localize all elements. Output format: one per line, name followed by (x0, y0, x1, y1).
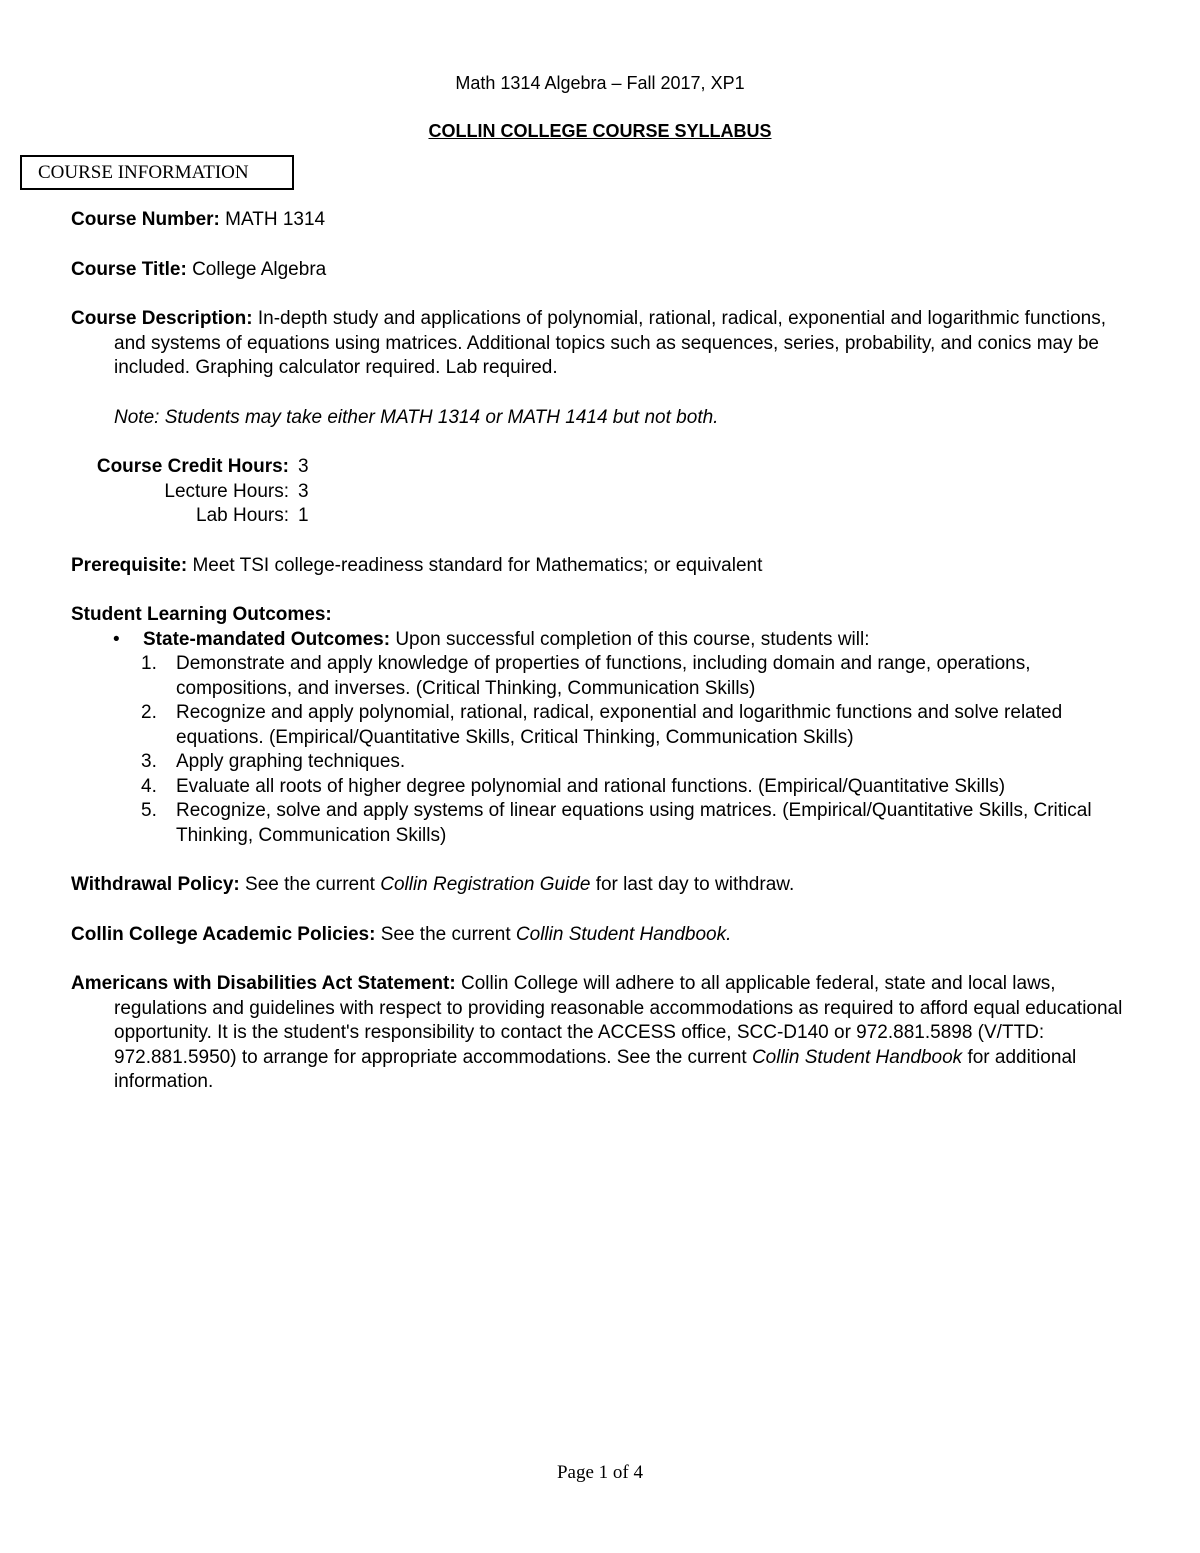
outcome-number: 3. (141, 751, 157, 772)
outcome-text: Demonstrate and apply knowledge of properties of functions, including domain and range, operations, compositions, and inverses. (Critical Thinking, Communication Skills) (176, 653, 1031, 699)
syllabus-content (71, 208, 1131, 1120)
academic-policies-pre: See the current (380, 923, 511, 945)
registration-guide-title: Collin Registration Guide (380, 874, 591, 895)
withdrawal-policy (71, 873, 1131, 898)
prerequisite (71, 554, 1131, 579)
course-description-label: Course Description: (71, 308, 253, 329)
outcome-number: 2. (141, 702, 157, 723)
outcome-item (71, 775, 1131, 800)
ada-handbook-title: Collin Student Handbook (751, 1046, 963, 1068)
course-description (71, 307, 1131, 381)
prerequisite-label: Prerequisite: (71, 554, 188, 576)
withdrawal-post: for last day to withdraw. (595, 874, 795, 895)
credit-hours-value: 3 (298, 456, 309, 477)
outcome-number: 5. (141, 800, 157, 821)
state-outcomes-label: State-mandated Outcomes: (143, 628, 391, 650)
outcome-text: Recognize and apply polynomial, rational, radical, exponential and logarithmic functions and solve related equations. (Empirical/Quantitative Skills, Critical Thinking, Communication Skills) (176, 702, 1063, 748)
withdrawal-label: Withdrawal Policy: (71, 874, 240, 895)
lab-hours-value: 1 (298, 505, 309, 526)
course-note: Note: Students may take either MATH 1314 or MATH 1414 but not both. (114, 406, 719, 428)
lecture-hours-value: 3 (298, 480, 309, 502)
course-header-line: Math 1314 Algebra – Fall 2017, XP1 (455, 73, 745, 93)
outcome-text: Evaluate all roots of higher degree polynomial and rational functions. (Empirical/Quantitative Skills) (176, 775, 1006, 797)
state-outcomes-text: Upon successful completion of this course, students will: (395, 628, 870, 650)
student-handbook-title: Collin Student Handbook. (515, 923, 732, 945)
course-number-value: MATH 1314 (225, 209, 326, 230)
slo-heading: Student Learning Outcomes: (71, 604, 332, 625)
course-number-label: Course Number: (71, 209, 220, 230)
course-number (71, 208, 1131, 233)
outcome-number: 1. (141, 653, 157, 674)
academic-policies (71, 923, 1131, 948)
lab-hours-row (71, 504, 309, 529)
lecture-hours-label: Lecture Hours: (164, 480, 289, 502)
outcome-number: 4. (141, 775, 157, 797)
document-title: COLLIN COLLEGE COURSE SYLLABUS (428, 121, 772, 141)
ada-text: Collin College will adhere to all applicable federal, state and local laws, regulations and guidelines with respect to providing reasonable accommodations as required to afford equal educational opportunity. It is the student's responsibility to contact the ACCESS office, SCC-D140 or 972.881.5898 (V/TTD: 972.881.5950) to arrange for appropriate accommodations. See the current (114, 973, 1123, 1068)
ada-post: for additional information. (114, 1046, 1077, 1092)
course-title-label: Course Title: (71, 258, 187, 280)
bullet-icon: • (113, 628, 120, 650)
lecture-hours-row (71, 480, 309, 505)
outcome-text: Recognize, solve and apply systems of linear equations using matrices. (Empirical/Quantitative Skills, Critical Thinking, Communication Skills) (176, 800, 1092, 846)
ada-label: Americans with Disabilities Act Statement: (71, 973, 456, 994)
section-heading-box: COURSE INFORMATION (20, 155, 294, 190)
outcome-item (71, 701, 1131, 750)
outcome-item (71, 750, 1131, 775)
ada-statement (71, 972, 1131, 1095)
course-description-text: In-depth study and applications of polynomial, rational, radical, exponential and logarithmic functions, and systems of equations using matrices. Additional topics such as sequences, series, probability, and conics may be included. Graphing calculator required. Lab required. (114, 308, 1106, 378)
course-title (71, 258, 1131, 283)
withdrawal-pre: See the current (245, 874, 375, 895)
outcomes-list (71, 652, 1131, 848)
outcome-item (71, 652, 1131, 701)
course-title-value: College Algebra (192, 258, 327, 280)
hours-table (71, 455, 309, 529)
lab-hours-label: Lab Hours: (196, 505, 289, 526)
state-outcomes-bullet (71, 628, 1131, 653)
academic-policies-label: Collin College Academic Policies: (71, 923, 376, 945)
credit-hours-label: Course Credit Hours: (96, 456, 289, 477)
outcome-item (71, 799, 1131, 848)
outcome-text: Apply graphing techniques. (176, 751, 406, 772)
prerequisite-value: Meet TSI college-readiness standard for Mathematics; or equivalent (192, 554, 763, 576)
page-number: Page 1 of 4 (556, 1462, 643, 1483)
credit-hours-row (71, 455, 309, 480)
